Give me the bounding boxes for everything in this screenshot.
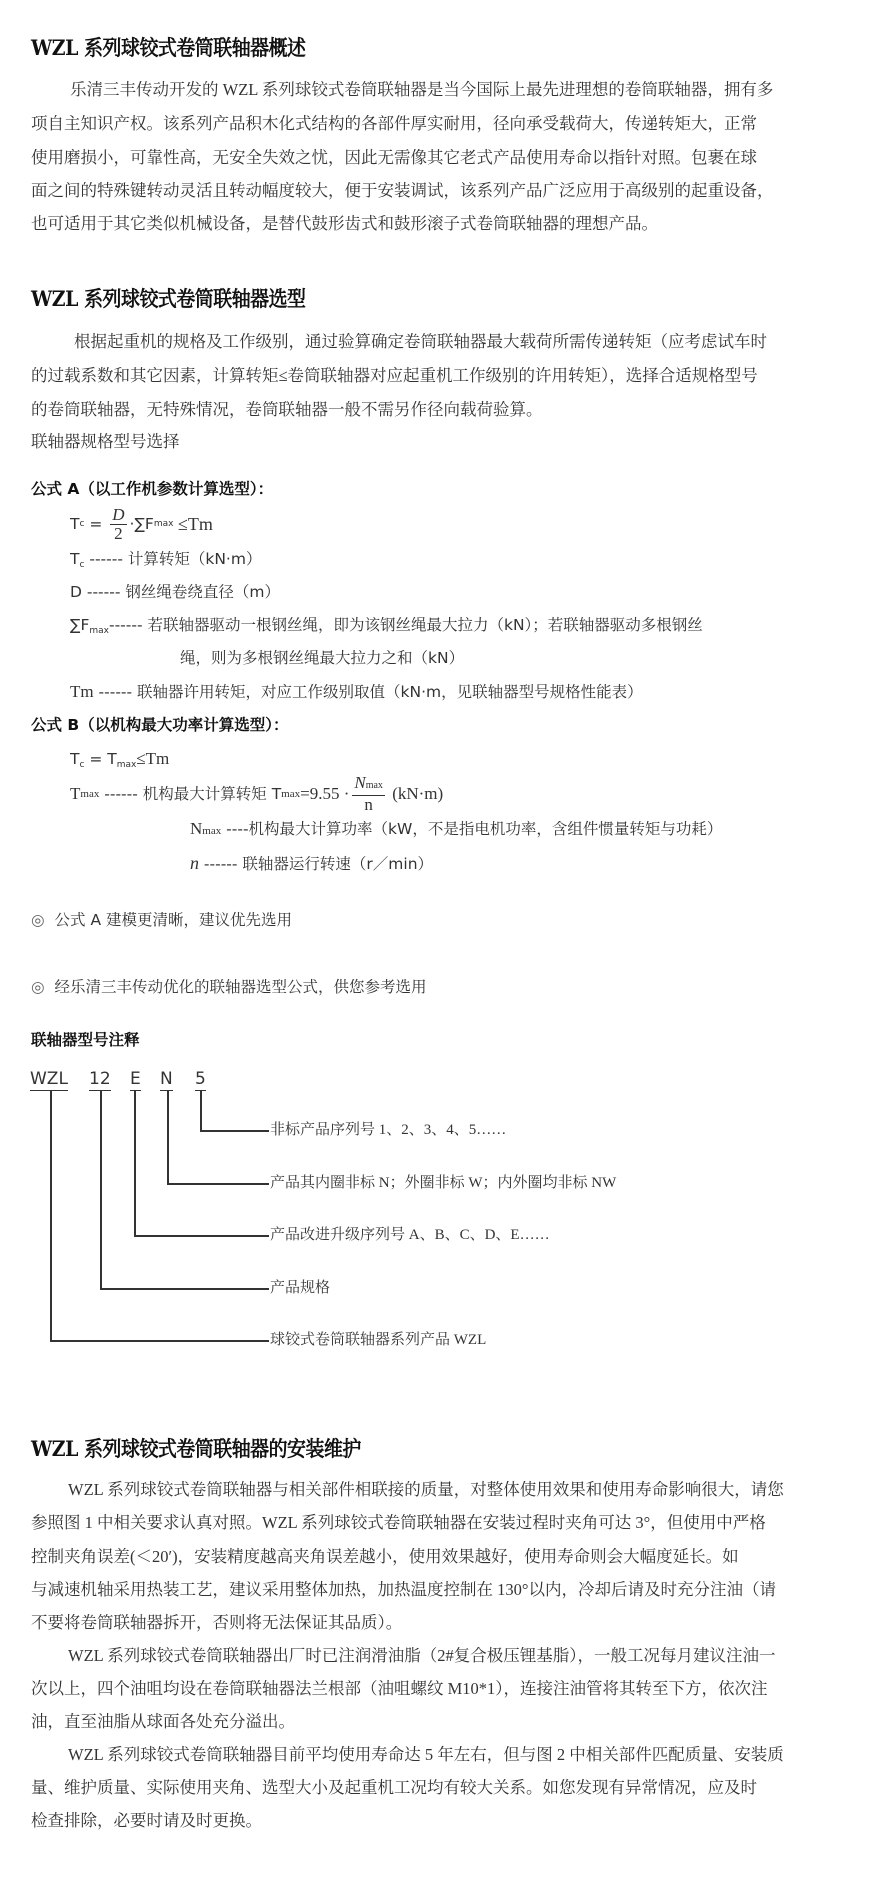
formula-a-title: 公式 A（以工作机参数计算选型）： (31, 480, 274, 498)
note-text: 经乐清三丰传动优化的联轴器选型公式，供您参考选用 (54, 978, 427, 996)
dash: ------ (108, 616, 148, 634)
dash: ------ (93, 683, 138, 701)
code-label-upgrade: 产品改进升级序列号 A、B、C、D、E…… (270, 1227, 550, 1243)
fraction-d-over-2 (110, 506, 126, 543)
note-item (31, 910, 292, 930)
subscript: max (116, 760, 137, 770)
code-part-serial: 5 (195, 1069, 206, 1089)
subscript: c (79, 519, 85, 529)
symbol: ∑F (70, 616, 90, 634)
code-part-nonstandard-ring: N (160, 1069, 173, 1089)
symbol: N (190, 819, 203, 838)
rhs: ≤Tm (173, 514, 213, 534)
dash: ---- (221, 820, 249, 838)
dash: ------ (199, 855, 243, 873)
paragraph-line: 使用磨损小，可靠性高，无安全失效之忧，因此无需像其它老式产品使用寿命以指针对照。包裹在球 (31, 148, 757, 167)
sum-f: ·∑F (129, 515, 154, 533)
equals-sign: = (84, 515, 108, 533)
def-tc (70, 549, 261, 575)
subscript: max (89, 626, 109, 636)
def-sum-fmax (70, 615, 703, 641)
formula-a-equation (70, 502, 213, 546)
symbol: T (70, 784, 81, 803)
subheading-spec-selection: 联轴器规格型号选择 (31, 432, 180, 451)
paragraph-line: 根据起重机的规格及工作级别，通过验算确定卷筒联轴器最大载荷所需传递转矩（应考虑试车时 (74, 332, 767, 351)
paragraph-line: 乐清三丰传动开发的 WZL 系列球铰式卷筒联轴器是当今国际上最先进理想的卷筒联轴器，拥有多 (70, 80, 774, 99)
fraction-nmax-over-n (352, 774, 385, 814)
n-symbol: N (354, 773, 366, 792)
code-part-series: WZL (30, 1069, 68, 1089)
connector-line (167, 1091, 169, 1184)
symbol: D (70, 583, 82, 601)
paragraph-line: 油，直至油脂从球面各处充分溢出。 (31, 1712, 295, 1731)
symbol: n (190, 853, 199, 873)
connector-line (50, 1340, 269, 1342)
connector-line (200, 1091, 202, 1131)
definition: 钢丝绳卷绕直径（m） (125, 583, 280, 601)
note-text: 公式 A 建模更清晰，建议优先选用 (54, 911, 292, 929)
dash: ------ (81, 583, 126, 601)
paragraph-line: 的过载系数和其它因素，计算转矩≤卷筒联轴器对应起重机工作级别的许用转矩），选择合适规格型号 (31, 366, 758, 385)
subscript: c (79, 760, 85, 770)
paragraph-line: 面之间的特殊键转动灵活且转动幅度较大，便于安装调试，该系列产品广泛应用于高级别的起重设备， (31, 181, 774, 200)
def-n (190, 853, 433, 874)
symbol-t: T (70, 515, 80, 533)
code-part-size: 12 (89, 1069, 111, 1089)
code-label-series: 球铰式卷筒联轴器系列产品 WZL (270, 1332, 487, 1348)
section-title-overview: WZL 系列球铰式卷筒联轴器概述 (31, 35, 306, 60)
subscript: c (79, 560, 85, 570)
dash: ------ (99, 785, 143, 803)
connector-line (50, 1091, 52, 1341)
paragraph-line: 次以上，四个油咀均设在卷筒联轴器法兰根部（油咀螺纹 M10*1），连接注油管将其转至下方，依次注 (31, 1679, 768, 1698)
model-code-title: 联轴器型号注释 (31, 1031, 140, 1049)
section-title-selection: WZL 系列球铰式卷筒联轴器选型 (31, 286, 306, 311)
equals: = T (84, 750, 117, 768)
connector-line (134, 1091, 136, 1236)
numerator: D (112, 504, 125, 524)
numerator (352, 774, 385, 796)
subscript: max (365, 780, 383, 791)
paragraph-line: 量、维护质量、实际使用夹角、选型大小及起重机工况均有较大关系。如您发现有异常情况，应及时 (31, 1778, 757, 1797)
section-title-installation: WZL 系列球铰式卷筒联轴器的安装维护 (31, 1436, 361, 1461)
denominator: 2 (114, 523, 123, 543)
rhs: ≤Tm (136, 749, 170, 768)
coefficient: =9.55 · (300, 784, 350, 803)
double-circle-icon: ◎ (31, 911, 45, 929)
symbol: Tm (70, 682, 94, 701)
paragraph-line: 也可适用于其它类似机械设备，是替代鼓形齿式和鼓形滚子式卷筒联轴器的理想产品。 (31, 214, 658, 233)
definition: 机构最大计算转矩 T (142, 785, 282, 803)
code-part-upgrade: E (130, 1069, 141, 1089)
paragraph-line: 参照图 1 中相关要求认真对照。WZL 系列球铰式卷筒联轴器在安装过程时夹角可达 3°，但使用中严格 (31, 1513, 766, 1532)
definition: 联轴器运行转速（r／min） (242, 855, 434, 873)
paragraph-line: WZL 系列球铰式卷筒联轴器出厂时已注润滑油脂（2#复合极压锂基脂），一般工况每月建议注油一 (68, 1646, 776, 1665)
subscript: max (202, 825, 222, 837)
def-tmax (70, 770, 443, 818)
paragraph-line: WZL 系列球铰式卷筒联轴器与相关部件相联接的质量，对整体使用效果和使用寿命影响很大，请您 (68, 1480, 784, 1499)
connector-line (100, 1288, 269, 1290)
def-d (70, 582, 280, 602)
unit: (kN·m) (387, 784, 444, 803)
denominator: n (364, 795, 373, 814)
formula-b-title: 公式 B（以机构最大功率计算选型）： (31, 716, 289, 734)
definition: 计算转矩（kN·m） (127, 550, 262, 568)
subscript: max (153, 519, 174, 529)
subscript: max (281, 788, 301, 800)
connector-line (200, 1130, 269, 1132)
code-label-size: 产品规格 (270, 1280, 331, 1296)
connector-line (134, 1235, 269, 1237)
definition: 若联轴器驱动一根钢丝绳，即为该钢丝绳最大拉力（kN）；若联轴器驱动多根钢丝 (147, 616, 703, 634)
connector-line (100, 1091, 102, 1289)
double-circle-icon: ◎ (31, 978, 45, 996)
def-sum-fmax-cont: 绳，则为多根钢丝绳最大拉力之和（kN） (180, 649, 465, 667)
definition: 联轴器许用转矩，对应工作级别取值（kN·m，见联轴器型号规格性能表） (137, 683, 643, 701)
paragraph-line: 检查排除，必要时请及时更换。 (31, 1811, 262, 1830)
def-tm (70, 682, 643, 702)
def-nmax (190, 819, 722, 841)
paragraph-line: 不要将卷筒联轴器拆开，否则将无法保证其品质）。 (31, 1613, 403, 1632)
note-item (31, 977, 427, 997)
subscript: max (80, 788, 100, 800)
code-label-serial: 非标产品序列号 1、2、3、4、5…… (270, 1122, 507, 1138)
dash: ------ (84, 550, 128, 568)
paragraph-line: 项自主知识产权。该系列产品积木化式结构的各部件厚实耐用，径向承受载荷大，传递转矩大，正常 (31, 114, 757, 133)
paragraph-line: WZL 系列球铰式卷筒联轴器目前平均使用寿命达 5 年左右，但与图 2 中相关部件匹配质量、安装质 (68, 1745, 784, 1764)
definition: 机构最大计算功率（kW，不是指电机功率，含组件惯量转矩与功耗） (248, 820, 723, 838)
paragraph-line: 控制夹角误差(＜20′)，安装精度越高夹角误差越小，使用效果越好，使用寿命则会大幅度延长。如 (31, 1547, 739, 1566)
paragraph-line: 的卷筒联轴器，无特殊情况，卷筒联轴器一般不需另作径向载荷验算。 (31, 400, 543, 419)
symbol-t: T (70, 750, 80, 768)
paragraph-line: 与减速机轴采用热装工艺，建议采用整体加热，加热温度控制在 130°以内，冷却后请及时充分注油（请 (31, 1580, 776, 1599)
code-label-nonstandard-ring: 产品其内圈非标 N；外圈非标 W；内外圈均非标 NW (270, 1175, 617, 1191)
symbol: T (70, 550, 80, 568)
connector-line (167, 1183, 269, 1185)
